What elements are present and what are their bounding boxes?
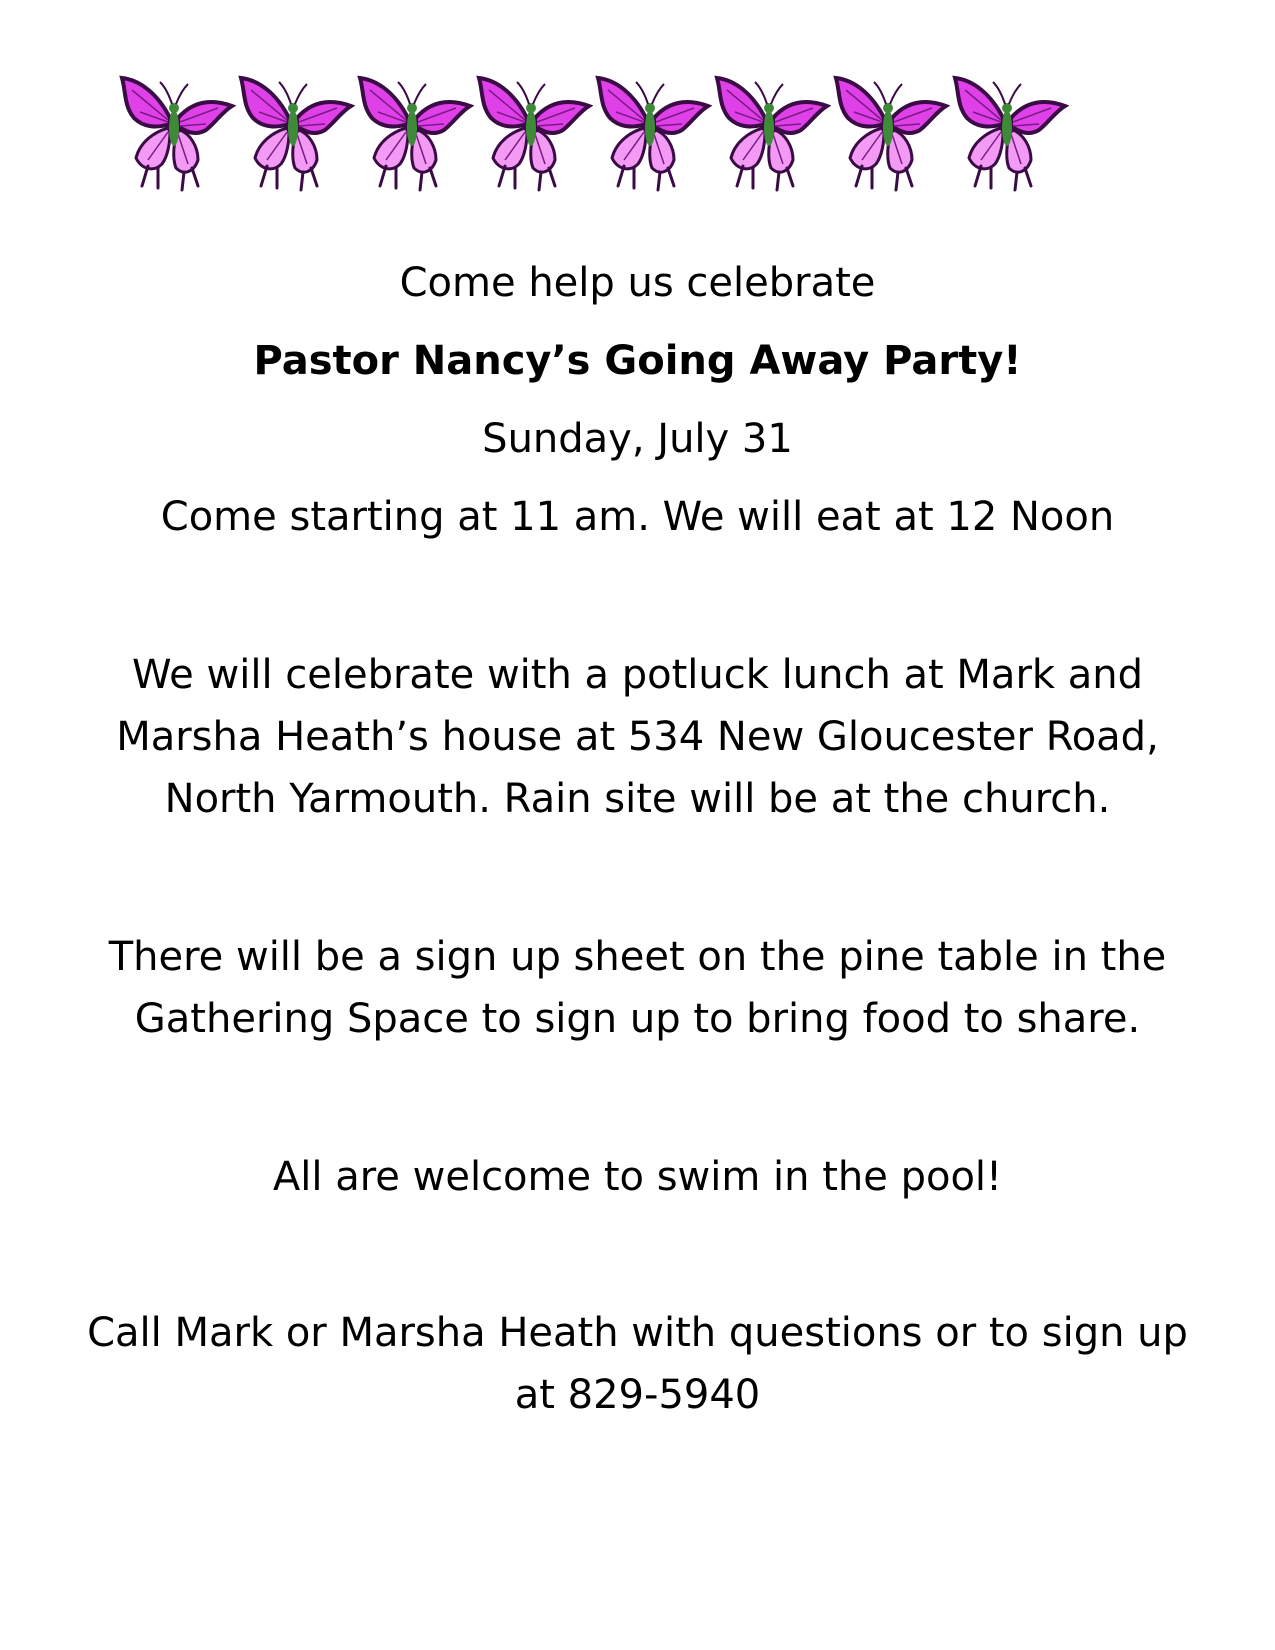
intro-line: Come help us celebrate: [399, 260, 876, 306]
butterfly-icon: [951, 72, 1069, 192]
contact-line-1: Call Mark or Marsha Heath with questions or to sign up: [87, 1310, 1188, 1356]
butterfly-icon: [356, 72, 474, 192]
party-time: Come starting at 11 am. We will eat at 12 Noon: [160, 494, 1115, 540]
signup-line-1: There will be a sign up sheet on the pine table in the: [108, 934, 1167, 980]
location-line-3: North Yarmouth. Rain site will be at the church.: [164, 776, 1111, 822]
butterfly-icon: [475, 72, 593, 192]
location-line-1: We will celebrate with a potluck lunch at Mark and: [131, 652, 1144, 698]
pool-line: All are welcome to swim in the pool!: [272, 1154, 1003, 1200]
butterfly-icon: [832, 72, 950, 192]
location-line-2: Marsha Heath’s house at 534 New Gloucester Road,: [116, 714, 1159, 760]
party-date: Sunday, July 31: [482, 416, 793, 462]
contact-line-2: at 829-5940: [514, 1372, 761, 1418]
butterfly-border: [118, 72, 1078, 192]
signup-line-2: Gathering Space to sign up to bring food to share.: [134, 996, 1141, 1042]
party-title: Pastor Nancy’s Going Away Party!: [253, 338, 1022, 384]
butterfly-icon: [594, 72, 712, 192]
butterfly-icon: [237, 72, 355, 192]
butterfly-icon: [713, 72, 831, 192]
butterfly-icon: [118, 72, 236, 192]
